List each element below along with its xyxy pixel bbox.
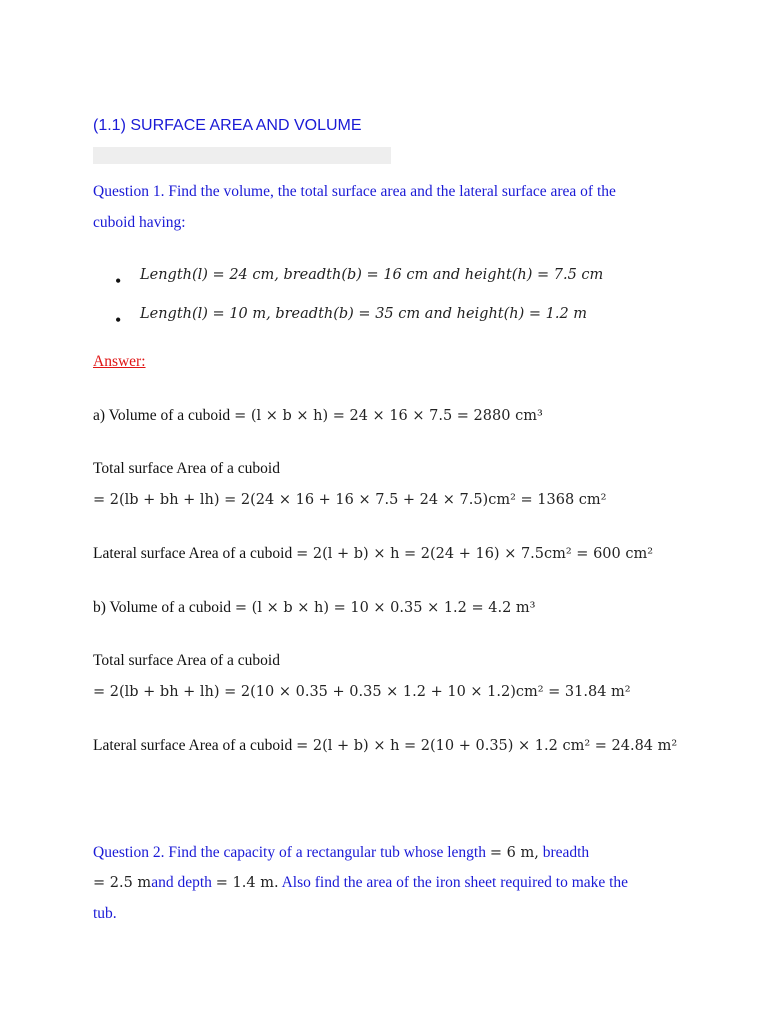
question-2-text-4: Also find the area of the iron sheet required to make the (281, 874, 629, 891)
answer-label: Answer: (93, 353, 146, 370)
part-a-volume-label: a) Volume of a cuboid (93, 407, 231, 424)
question-2-line-1 (93, 844, 589, 862)
bullet-marker-1: • (115, 271, 122, 291)
part-a-tsa-expr: = 2(lb + bh + lh) = 2(24 × 16 + 16 × 7.5 + 24 × 7.5)cm² = 1368 cm² (93, 492, 607, 508)
part-b-lsa-expr: = 2(l + b) × h = 2(10 + 0.35) × 1.2 cm² = 24.84 m² (296, 738, 678, 754)
question-2-text-3: and depth (151, 874, 212, 891)
question-2-breadth-value: = 2.5 m (93, 875, 152, 891)
part-a-tsa-label: Total surface Area of a cuboid (93, 460, 280, 477)
question-1-line-2: cuboid having: (93, 214, 186, 231)
part-a-volume-expr: = (l × b × h) = 24 × 16 × 7.5 = 2880 cm³ (234, 408, 543, 424)
part-b-tsa-expr: = 2(lb + bh + lh) = 2(10 × 0.35 + 0.35 × 1.2 + 10 × 1.2)cm² = 31.84 m² (93, 684, 631, 700)
bullet-marker-2: • (115, 310, 122, 330)
part-b-tsa-label: Total surface Area of a cuboid (93, 652, 280, 669)
question-2-length-value: = 6 m, (489, 845, 539, 861)
question-1-line-1: Question 1. Find the volume, the total surface area and the lateral surface area of the (93, 183, 616, 200)
part-b-volume-expr: = (l × b × h) = 10 × 0.35 × 1.2 = 4.2 m³ (234, 600, 536, 616)
question-2-line-3: tub. (93, 905, 117, 922)
question-2-text-1: Question 2. Find the capacity of a rectangular tub whose length (93, 844, 486, 861)
part-b-volume-line (93, 599, 536, 617)
bullet-item-2: Length(l) = 10 m, breadth(b) = 35 cm and height(h) = 1.2 m (140, 306, 588, 322)
part-b-lsa-label: Lateral surface Area of a cuboid (93, 737, 293, 754)
question-2-line-2 (93, 874, 628, 892)
bullet-item-1: Length(l) = 24 cm, breadth(b) = 16 cm and height(h) = 7.5 cm (140, 267, 604, 283)
part-a-lsa-line (93, 545, 653, 563)
part-a-lsa-expr: = 2(l + b) × h = 2(24 + 16) × 7.5cm² = 600 cm² (296, 546, 654, 562)
question-2-text-2: breadth (542, 844, 590, 861)
heading-shade-bar (93, 147, 391, 164)
question-2-depth-value: = 1.4 m. (215, 875, 279, 891)
part-b-volume-label: b) Volume of a cuboid (93, 599, 232, 616)
section-heading: (1.1) SURFACE AREA AND VOLUME (93, 117, 362, 134)
part-a-lsa-label: Lateral surface Area of a cuboid (93, 545, 293, 562)
part-b-lsa-line (93, 737, 677, 755)
part-a-volume-line (93, 407, 543, 425)
